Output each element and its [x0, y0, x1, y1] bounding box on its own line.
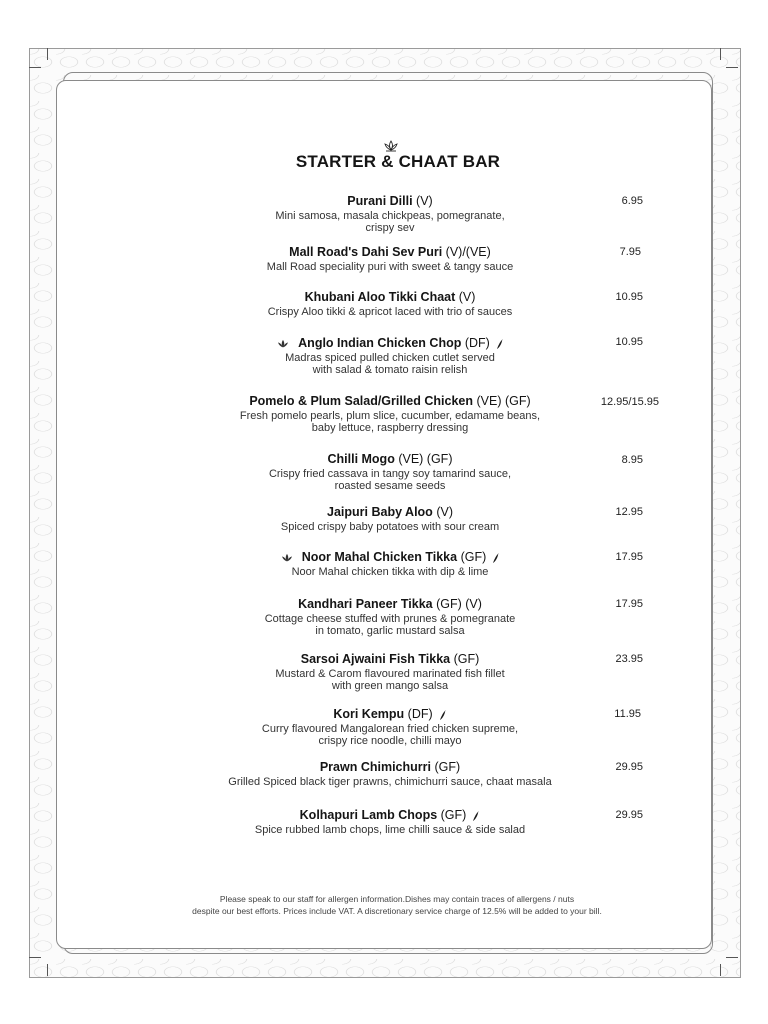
menu-item: [160, 707, 620, 747]
item-description: Crispy Aloo tikki & apricot laced with trio of sauces: [267, 306, 513, 318]
item-description: Spice rubbed lamb chops, lime chilli sauce & side salad: [254, 824, 526, 836]
item-price: 7.95: [619, 246, 641, 258]
item-description: Spiced crispy baby potatoes with sour cream: [280, 521, 500, 533]
item-dietary-tags: (GF): [460, 550, 487, 564]
crop-mark: [29, 957, 41, 958]
item-dietary-tags: (GF): [434, 760, 461, 774]
item-description: Mall Road speciality puri with sweet & tangy sauce: [266, 261, 514, 273]
item-price: 10.95: [615, 291, 643, 303]
item-price: 12.95/15.95: [600, 396, 659, 408]
item-price: 29.95: [615, 809, 643, 821]
item-price: 29.95: [615, 761, 643, 773]
menu-item: [160, 760, 620, 788]
item-dietary-tags: (V): [458, 290, 476, 304]
item-dietary-tags: (V): [416, 194, 433, 208]
item-name: Prawn Chimichurri: [319, 760, 431, 774]
item-name-line: [160, 550, 620, 565]
item-description: crispy sev: [365, 222, 415, 234]
item-name-line: [160, 808, 620, 823]
item-price: 23.95: [615, 653, 643, 665]
crop-mark: [720, 964, 721, 976]
section-title: STARTER & CHAAT BAR: [295, 152, 501, 171]
lotus-icon: [280, 553, 294, 563]
item-description: Noor Mahal chicken tikka with dip & lime: [291, 566, 489, 578]
item-name: Jaipuri Baby Aloo: [327, 505, 433, 519]
item-name-line: [160, 707, 620, 722]
lotus-icon: [383, 140, 399, 152]
menu-item: [160, 245, 620, 273]
item-name-line: [160, 245, 620, 260]
item-name: Chilli Mogo: [327, 452, 395, 466]
item-dietary-tags: (DF): [464, 336, 490, 350]
item-description: crispy rice noodle, chilli mayo: [318, 735, 462, 747]
footer-line: Please speak to our staff for allergen information.Dishes may contain traces of allergens / nuts: [219, 894, 575, 904]
item-dietary-tags: (GF) (V): [436, 597, 482, 611]
item-name-line: [160, 452, 620, 467]
item-description: roasted sesame seeds: [334, 480, 446, 492]
item-dietary-tags: (GF): [453, 652, 480, 666]
menu-item: [160, 550, 620, 578]
item-name: Khubani Aloo Tikki Chaat: [304, 290, 456, 304]
menu-item: [160, 808, 620, 836]
item-name: Anglo Indian Chicken Chop: [298, 336, 462, 350]
item-price: 11.95: [614, 708, 641, 720]
item-description: with salad & tomato raisin relish: [312, 364, 468, 376]
crop-mark: [726, 67, 738, 68]
menu-item: [160, 452, 620, 492]
chilli-icon: [472, 810, 480, 822]
item-name-line: [160, 194, 620, 209]
item-description: with green mango salsa: [331, 680, 449, 692]
item-description: Fresh pomelo pearls, plum slice, cucumber, edamame beans,: [239, 410, 541, 422]
item-price: 17.95: [615, 551, 643, 563]
item-name-line: [160, 290, 620, 305]
crop-mark: [29, 67, 41, 68]
item-name: Kandhari Paneer Tikka: [298, 597, 433, 611]
item-name-line: [160, 597, 620, 612]
item-price: 10.95: [615, 336, 643, 348]
menu-item: [160, 597, 620, 637]
item-name: Mall Road's Dahi Sev Puri: [289, 245, 443, 259]
item-price: 12.95: [615, 506, 643, 518]
item-description: Mini samosa, masala chickpeas, pomegranate,: [275, 210, 505, 222]
footer-line: despite our best efforts. Prices include VAT. A discretionary service charge of 12.5% will be added to your bill.: [192, 906, 602, 916]
item-name: Purani Dilli: [347, 194, 413, 208]
item-description: Grilled Spiced black tiger prawns, chimichurri sauce, chaat masala: [228, 776, 552, 788]
item-name-line: [160, 336, 620, 351]
item-dietary-tags: (GF): [440, 808, 467, 822]
item-name-line: [160, 505, 620, 520]
chilli-icon: [439, 709, 447, 721]
item-description: Mustard & Carom flavoured marinated fish fillet: [275, 668, 505, 680]
item-name: Noor Mahal Chicken Tikka: [301, 550, 458, 564]
item-name-line: [160, 652, 620, 667]
item-dietary-tags: (V)/(VE): [445, 245, 491, 259]
item-description: in tomato, garlic mustard salsa: [315, 625, 465, 637]
item-name: Kolhapuri Lamb Chops: [299, 808, 438, 822]
item-description: Madras spiced pulled chicken cutlet served: [285, 352, 495, 364]
item-name-line: [160, 394, 620, 409]
item-description: Cottage cheese stuffed with prunes & pomegranate: [264, 613, 516, 625]
item-description: baby lettuce, raspberry dressing: [311, 422, 469, 434]
item-name: Sarsoi Ajwaini Fish Tikka: [300, 652, 451, 666]
chilli-icon: [492, 552, 500, 564]
item-price: 6.95: [621, 195, 643, 207]
item-price: 8.95: [621, 454, 643, 466]
menu-item: [160, 505, 620, 533]
item-description: Curry flavoured Mangalorean fried chicken supreme,: [261, 723, 519, 735]
item-dietary-tags: (V): [436, 505, 453, 519]
item-dietary-tags: (VE) (GF): [398, 452, 453, 466]
crop-mark: [47, 964, 48, 976]
item-name-line: [160, 760, 620, 775]
item-description: Crispy fried cassava in tangy soy tamarind sauce,: [268, 468, 512, 480]
item-name: Kori Kempu: [333, 707, 405, 721]
menu-item: [160, 290, 620, 318]
item-name: Pomelo & Plum Salad/Grilled Chicken: [249, 394, 473, 408]
menu-item: [160, 394, 620, 434]
lotus-icon: [276, 339, 290, 349]
menu-item: [160, 336, 620, 376]
item-dietary-tags: (DF): [407, 707, 433, 721]
menu-item: [160, 652, 620, 692]
crop-mark: [726, 957, 738, 958]
item-dietary-tags: (VE) (GF): [476, 394, 531, 408]
allergen-footer: [140, 893, 654, 917]
crop-mark: [720, 48, 721, 60]
item-price: 17.95: [615, 598, 643, 610]
chilli-icon: [496, 338, 504, 350]
crop-mark: [47, 48, 48, 60]
menu-item: [160, 194, 620, 234]
